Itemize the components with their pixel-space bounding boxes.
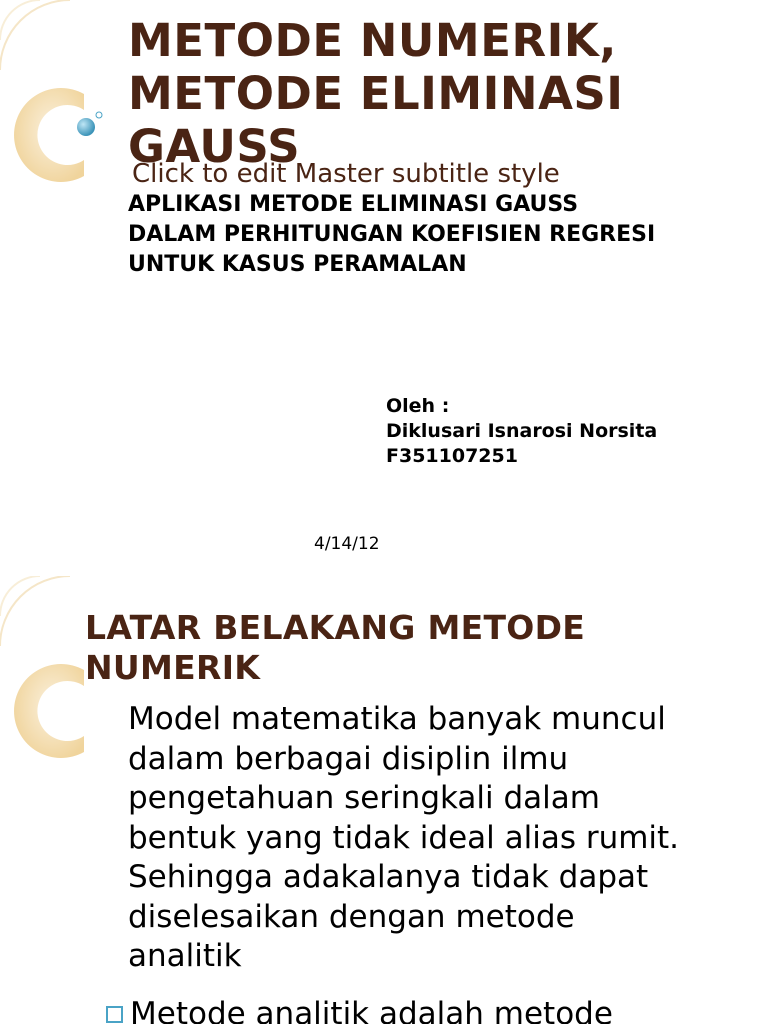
subtitle-line: UNTUK KASUS PERAMALAN bbox=[128, 252, 467, 277]
subtitle-line: APLIKASI METODE ELIMINASI GAUSS bbox=[128, 192, 579, 217]
slide-date: 4/14/12 bbox=[314, 534, 380, 554]
body-line: dalam berbagai disiplin ilmu bbox=[128, 740, 569, 777]
body-line: bentuk yang tidak ideal alias rumit. bbox=[128, 819, 680, 856]
title-line: METODE NUMERIK, bbox=[128, 14, 617, 67]
body-paragraph bbox=[128, 700, 758, 977]
heading-line: LATAR BELAKANG METODE bbox=[85, 608, 586, 647]
heading-line: NUMERIK bbox=[85, 648, 261, 687]
body-line: Model matematika banyak muncul bbox=[128, 701, 666, 737]
gold-ring-decoration-icon bbox=[0, 0, 110, 200]
slide-subtitle bbox=[128, 190, 748, 280]
body-line: pengetahuan seringkali dalam bbox=[128, 780, 600, 816]
title-line: METODE ELIMINASI bbox=[128, 67, 624, 120]
slide-heading bbox=[85, 608, 705, 688]
author-id: F351107251 bbox=[386, 445, 518, 467]
body-line: Sehingga adakalanya tidak dapat bbox=[128, 859, 649, 895]
author-name: Diklusari Isnarosi Norsita bbox=[386, 420, 658, 442]
bullet-item bbox=[106, 994, 613, 1024]
body-line: diselesaikan dengan metode bbox=[128, 898, 575, 935]
blue-bubble-icon bbox=[77, 118, 95, 136]
subtitle-line: DALAM PERHITUNGAN KOEFISIEN REGRESI bbox=[128, 222, 656, 247]
slide-title-heading bbox=[128, 14, 748, 173]
slide-content bbox=[0, 576, 768, 1024]
author-block bbox=[386, 394, 657, 469]
hollow-square-bullet-icon bbox=[106, 1006, 123, 1023]
title-line: GAUSS bbox=[128, 120, 301, 173]
subtitle-placeholder: Click to edit Master subtitle style bbox=[132, 159, 560, 189]
author-label: Oleh : bbox=[386, 395, 450, 417]
bullet-text: Metode analitik adalah metode bbox=[130, 996, 613, 1024]
body-line: analitik bbox=[128, 938, 242, 974]
